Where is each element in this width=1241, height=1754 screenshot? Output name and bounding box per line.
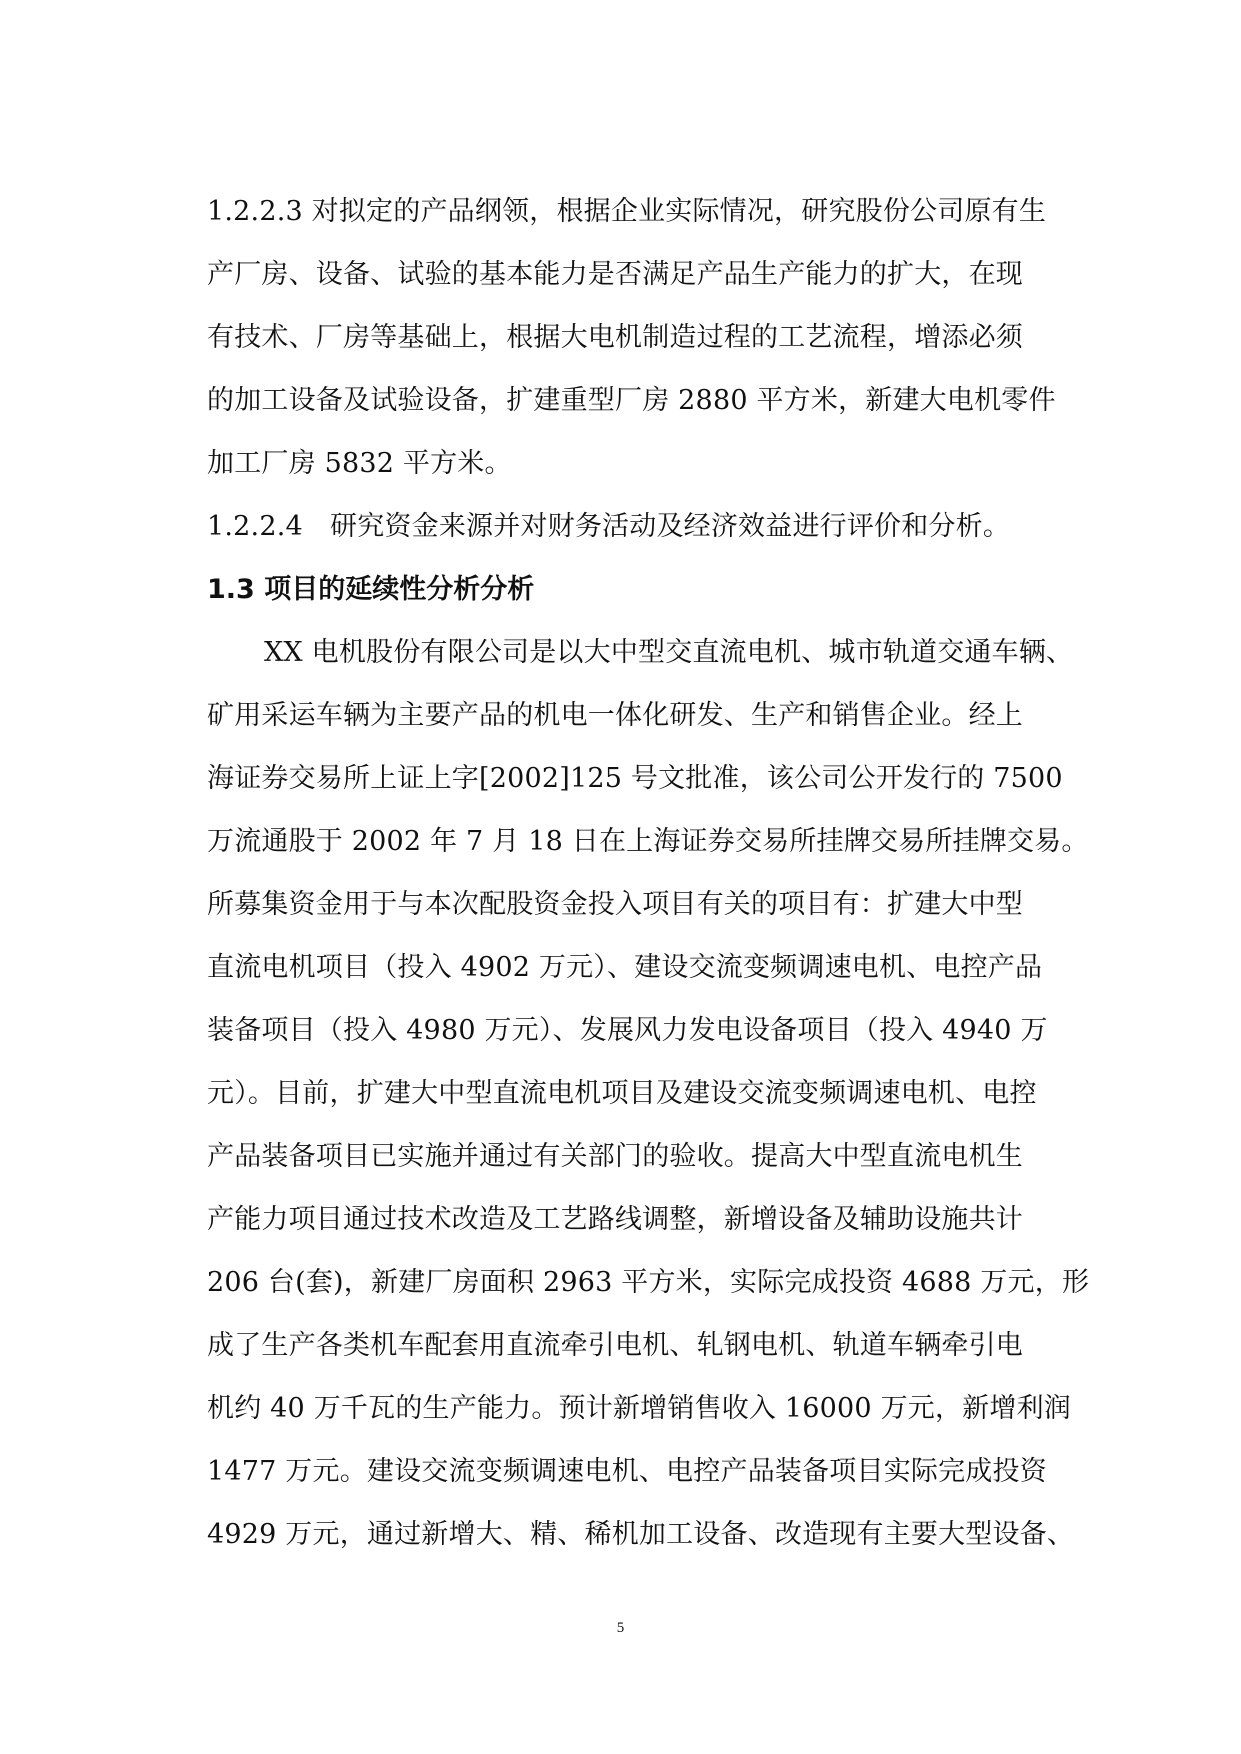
paragraph-line: 机约 40 万千瓦的生产能力。预计新增销售收入 16000 万元，新增利润: [207, 1393, 1071, 1424]
paragraph-line: 装备项目（投入 4980 万元）、发展风力发电设备项目（投入 4940 万: [207, 1015, 1048, 1046]
paragraph-line: 206 台(套)，新建厂房面积 2963 平方米，实际完成投资 4688 万元，形: [207, 1267, 1090, 1298]
paragraph-line: 产能力项目通过技术改造及工艺路线调整，新增设备及辅助设施共计: [207, 1204, 1023, 1235]
paragraph-line: 的加工设备及试验设备，扩建重型厂房 2880 平方米，新建大电机零件: [207, 385, 1056, 416]
paragraph-line: 产品装备项目已实施并通过有关部门的验收。提高大中型直流电机生: [207, 1141, 1023, 1172]
paragraph-line: 加工厂房 5832 平方米。: [207, 448, 512, 479]
paragraph-line: 产厂房、设备、试验的基本能力是否满足产品生产能力的扩大，在现: [207, 259, 1023, 290]
paragraph-line: 万流通股于 2002 年 7 月 18 日在上海证券交易所挂牌交易所挂牌交易。: [207, 826, 1089, 857]
paragraph-line: 1.2.2.3 对拟定的产品纲领，根据企业实际情况，研究股份公司原有生: [207, 196, 1047, 227]
paragraph-line: 有技术、厂房等基础上，根据大电机制造过程的工艺流程，增添必须: [207, 322, 1023, 353]
paragraph-line: 元）。目前，扩建大中型直流电机项目及建设交流变频调速电机、电控: [207, 1078, 1037, 1109]
paragraph-line: 1477 万元。建设交流变频调速电机、电控产品装备项目实际完成投资: [207, 1456, 1047, 1487]
section-heading: 1.3 项目的延续性分析分析: [207, 574, 535, 605]
paragraph-line: 成了生产各类机车配套用直流牵引电机、轧钢电机、轨道车辆牵引电: [207, 1330, 1023, 1361]
paragraph-line: 矿用采运车辆为主要产品的机电一体化研发、生产和销售企业。经上: [207, 700, 1023, 731]
paragraph-line: 所募集资金用于与本次配股资金投入项目有关的项目有：扩建大中型: [207, 889, 1023, 920]
paragraph-line: XX 电机股份有限公司是以大中型交直流电机、城市轨道交通车辆、: [264, 637, 1074, 668]
paragraph-line: 1.2.2.4 研究资金来源并对财务活动及经济效益进行评价和分析。: [207, 511, 1011, 542]
paragraph-line: 直流电机项目（投入 4902 万元）、建设交流变频调速电机、电控产品: [207, 952, 1043, 983]
paragraph-line: 海证券交易所上证上字[2002]125 号文批准，该公司公开发行的 7500: [207, 763, 1063, 794]
page-number: 5: [616, 1620, 625, 1636]
paragraph-line: 4929 万元，通过新增大、精、稀机加工设备、改造现有主要大型设备、: [207, 1519, 1075, 1550]
